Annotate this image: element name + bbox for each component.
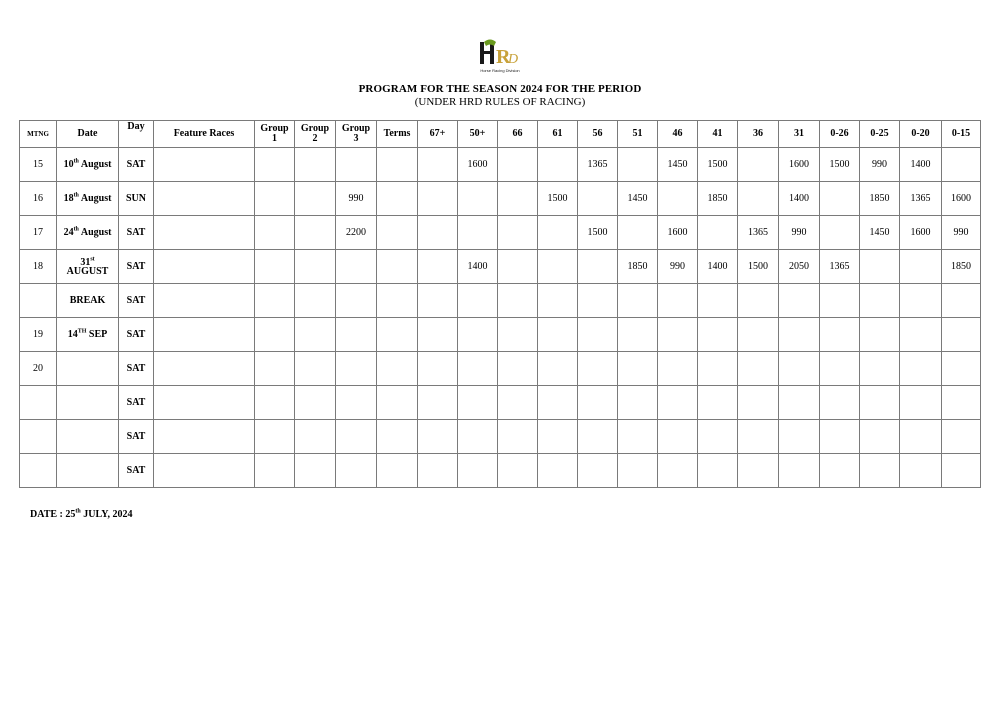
- cell-date: 18th August: [57, 182, 119, 216]
- cell-terms: [377, 182, 418, 216]
- col-31: 31: [779, 121, 820, 148]
- col-67plus: 67+: [418, 121, 458, 148]
- cell-mtng: 17: [20, 216, 57, 250]
- cell-56: [578, 250, 618, 284]
- cell-51: [618, 148, 658, 182]
- table-row: [20, 420, 981, 454]
- cell-36: [738, 148, 779, 182]
- cell-41: 1500: [698, 148, 738, 182]
- cell-day: SAT: [119, 250, 154, 284]
- cell-67plus: [418, 216, 458, 250]
- cell-0-26: 1365: [820, 250, 860, 284]
- cell-feature: [154, 216, 255, 250]
- col-date: Date: [57, 121, 119, 148]
- cell-terms: [377, 250, 418, 284]
- table-row: [20, 352, 981, 386]
- cell-61: [538, 250, 578, 284]
- cell-50plus: 1600: [458, 148, 498, 182]
- cell-day: SAT: [119, 420, 154, 454]
- cell-day: SAT: [119, 148, 154, 182]
- cell-0-20: 1400: [900, 148, 942, 182]
- col-group1: Group 1: [255, 121, 295, 148]
- cell-0-25: [860, 250, 900, 284]
- cell-67plus: [418, 250, 458, 284]
- col-41: 41: [698, 121, 738, 148]
- cell-group1: [255, 148, 295, 182]
- table-row: [20, 250, 981, 284]
- cell-31: 1400: [779, 182, 820, 216]
- col-51: 51: [618, 121, 658, 148]
- cell-date: 24th August: [57, 216, 119, 250]
- cell-terms: [377, 216, 418, 250]
- cell-0-25: 1450: [860, 216, 900, 250]
- cell-50plus: [458, 182, 498, 216]
- cell-date: 10th August: [57, 148, 119, 182]
- cell-date: [57, 352, 119, 386]
- cell-46: 1450: [658, 148, 698, 182]
- cell-41: 1400: [698, 250, 738, 284]
- col-36: 36: [738, 121, 779, 148]
- cell-0-26: [820, 182, 860, 216]
- page-title: PROGRAM FOR THE SEASON 2024 FOR THE PERIOD: [358, 83, 642, 95]
- cell-day: SAT: [119, 454, 154, 488]
- col-group2: Group 2: [295, 121, 336, 148]
- cell-feature: [154, 148, 255, 182]
- cell-0-15: [942, 148, 981, 182]
- table-header-row: [20, 121, 981, 148]
- table-row: [20, 148, 981, 182]
- cell-31: 2050: [779, 250, 820, 284]
- cell-group3: 990: [336, 182, 377, 216]
- cell-36: [738, 182, 779, 216]
- cell-51: 1850: [618, 250, 658, 284]
- cell-date: BREAK: [57, 284, 119, 318]
- cell-41: [698, 216, 738, 250]
- cell-group1: [255, 250, 295, 284]
- col-terms: Terms: [377, 121, 418, 148]
- table-row: [20, 182, 981, 216]
- cell-day: SAT: [119, 352, 154, 386]
- cell-66: [498, 182, 538, 216]
- table-row: [20, 454, 981, 488]
- cell-61: [538, 216, 578, 250]
- cell-group1: [255, 216, 295, 250]
- cell-group2: [295, 148, 336, 182]
- cell-0-20: [900, 250, 942, 284]
- col-0-25: 0-25: [860, 121, 900, 148]
- cell-terms: [377, 148, 418, 182]
- cell-group3: [336, 250, 377, 284]
- logo-tagline: Horse Racing Division: [480, 68, 520, 73]
- col-56: 56: [578, 121, 618, 148]
- page-subtitle: (UNDER HRD RULES OF RACING): [414, 96, 586, 108]
- cell-31: 990: [779, 216, 820, 250]
- cell-36: 1365: [738, 216, 779, 250]
- cell-0-15: 1850: [942, 250, 981, 284]
- cell-41: 1850: [698, 182, 738, 216]
- svg-text:R: R: [496, 46, 511, 68]
- cell-67plus: [418, 182, 458, 216]
- table-row: [20, 216, 981, 250]
- cell-day: SUN: [119, 182, 154, 216]
- cell-0-25: 990: [860, 148, 900, 182]
- cell-group3: [336, 148, 377, 182]
- cell-51: [618, 216, 658, 250]
- cell-61: 1500: [538, 182, 578, 216]
- cell-61: [538, 148, 578, 182]
- cell-56: 1365: [578, 148, 618, 182]
- cell-66: [498, 148, 538, 182]
- table-row: [20, 386, 981, 420]
- cell-0-20: 1600: [900, 216, 942, 250]
- col-46: 46: [658, 121, 698, 148]
- col-feature-races: Feature Races: [154, 121, 255, 148]
- hrd-logo: [470, 38, 530, 76]
- col-0-20: 0-20: [900, 121, 942, 148]
- cell-67plus: [418, 148, 458, 182]
- cell-day: SAT: [119, 318, 154, 352]
- svg-text:D: D: [508, 52, 519, 67]
- cell-0-20: 1365: [900, 182, 942, 216]
- cell-0-25: 1850: [860, 182, 900, 216]
- cell-mtng: 18: [20, 250, 57, 284]
- table-row: [20, 318, 981, 352]
- col-mtng: MTNG: [20, 121, 57, 148]
- cell-56: 1500: [578, 216, 618, 250]
- cell-group2: [295, 182, 336, 216]
- cell-0-15: 990: [942, 216, 981, 250]
- cell-50plus: [458, 216, 498, 250]
- cell-group2: [295, 216, 336, 250]
- col-0-26: 0-26: [820, 121, 860, 148]
- cell-mtng: 19: [20, 318, 57, 352]
- cell-day: SAT: [119, 386, 154, 420]
- col-0-15: 0-15: [942, 121, 981, 148]
- cell-feature: [154, 182, 255, 216]
- table-row-break: [20, 284, 981, 318]
- cell-date: 14TH SEP: [57, 318, 119, 352]
- cell-46: [658, 182, 698, 216]
- col-61: 61: [538, 121, 578, 148]
- col-66: 66: [498, 121, 538, 148]
- cell-66: [498, 250, 538, 284]
- program-table: [19, 120, 981, 488]
- cell-mtng: [20, 284, 57, 318]
- cell-46: 990: [658, 250, 698, 284]
- cell-mtng: 20: [20, 352, 57, 386]
- cell-36: 1500: [738, 250, 779, 284]
- cell-day: SAT: [119, 284, 154, 318]
- col-50plus: 50+: [458, 121, 498, 148]
- cell-date: 31st AUGUST: [57, 250, 119, 284]
- cell-51: 1450: [618, 182, 658, 216]
- cell-mtng: 16: [20, 182, 57, 216]
- cell-day: SAT: [119, 216, 154, 250]
- cell-66: [498, 216, 538, 250]
- col-group3: Group 3: [336, 121, 377, 148]
- cell-mtng: 15: [20, 148, 57, 182]
- cell-31: 1600: [779, 148, 820, 182]
- cell-0-26: [820, 216, 860, 250]
- document-date: DATE : 25th JULY, 2024: [30, 508, 133, 520]
- cell-46: 1600: [658, 216, 698, 250]
- cell-56: [578, 182, 618, 216]
- cell-group2: [295, 250, 336, 284]
- cell-0-26: 1500: [820, 148, 860, 182]
- cell-0-15: 1600: [942, 182, 981, 216]
- col-day: Day: [119, 121, 154, 148]
- cell-50plus: 1400: [458, 250, 498, 284]
- cell-group3: 2200: [336, 216, 377, 250]
- cell-feature: [154, 250, 255, 284]
- cell-group1: [255, 182, 295, 216]
